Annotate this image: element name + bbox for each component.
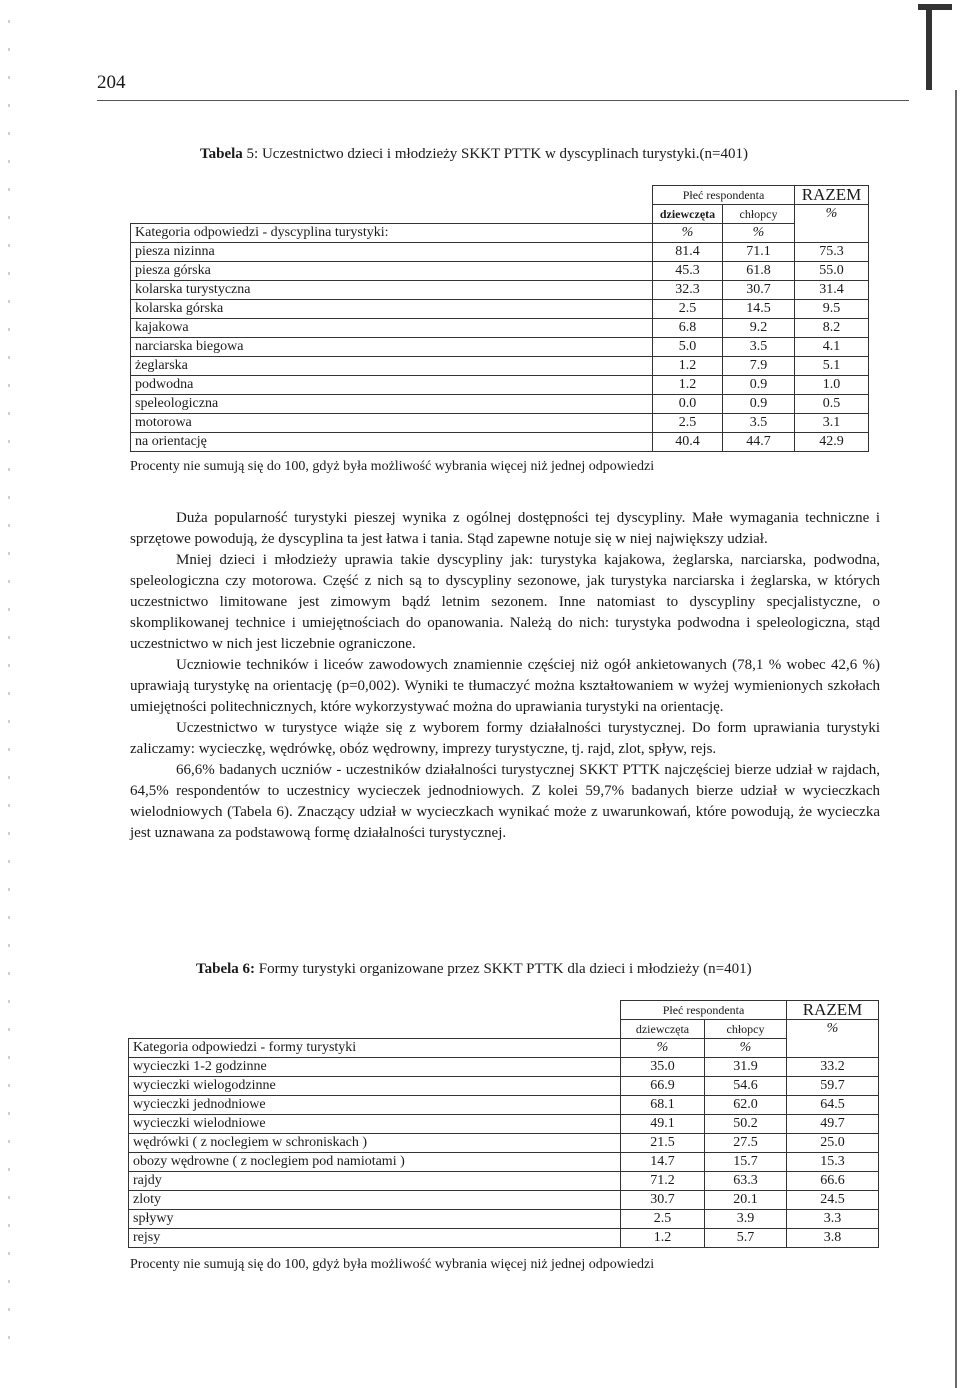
table6-header-total: RAZEM: [787, 1001, 879, 1020]
table5-caption: [200, 146, 748, 163]
table5-note: Procenty nie sumują się do 100, gdyż była możliwość wybrania więcej niż jednej odpowiedzi: [130, 459, 655, 474]
table6-caption-text: Formy turystyki organizowane przez SKKT PTTK dla dzieci i młodzieży (n=401): [258, 961, 752, 977]
cell-girls: 71.2: [621, 1172, 705, 1191]
table6-body: [129, 1058, 879, 1248]
cell-girls: 2.5: [621, 1210, 705, 1229]
cell-total: 24.5: [787, 1191, 879, 1210]
row-label: podwodna: [131, 376, 653, 395]
cell-boys: 30.7: [723, 281, 795, 300]
table-row: [131, 414, 869, 433]
table5-boys-pct: %: [723, 224, 795, 243]
table6: [128, 1000, 879, 1248]
row-label: spływy: [129, 1210, 621, 1229]
table-row: [131, 281, 869, 300]
scan-margin-dots: [8, 20, 10, 1360]
cell-total: 64.5: [787, 1096, 879, 1115]
cell-girls: 0.0: [653, 395, 723, 414]
cell-girls: 49.1: [621, 1115, 705, 1134]
cell-girls: 1.2: [653, 376, 723, 395]
table6-caption-label: Tabela: [196, 961, 239, 977]
table-row: [129, 1153, 879, 1172]
row-label: kolarska turystyczna: [131, 281, 653, 300]
cell-total: 49.7: [787, 1115, 879, 1134]
table6-note: Procenty nie sumują się do 100, gdyż była możliwość wybrania więcej niż jednej odpowiedzi: [130, 1257, 655, 1272]
cell-boys: 31.9: [705, 1058, 787, 1077]
cell-boys: 27.5: [705, 1134, 787, 1153]
table-row: [129, 1115, 879, 1134]
cell-total: 31.4: [795, 281, 869, 300]
table5-caption-num: 5:: [246, 146, 259, 162]
cell-boys: 54.6: [705, 1077, 787, 1096]
cell-total: 0.5: [795, 395, 869, 414]
cell-total: 33.2: [787, 1058, 879, 1077]
table-row: [131, 300, 869, 319]
cell-boys: 50.2: [705, 1115, 787, 1134]
table6-header-boys: chłopcy: [705, 1020, 787, 1039]
cell-girls: 45.3: [653, 262, 723, 281]
table-row: [131, 338, 869, 357]
cell-boys: 0.9: [723, 376, 795, 395]
cell-boys: 15.7: [705, 1153, 787, 1172]
table-row: [129, 1058, 879, 1077]
table-row: [131, 395, 869, 414]
cell-girls: 1.2: [621, 1229, 705, 1248]
cell-boys: 62.0: [705, 1096, 787, 1115]
cell-total: 9.5: [795, 300, 869, 319]
cell-girls: 40.4: [653, 433, 723, 452]
cell-total: 8.2: [795, 319, 869, 338]
header-rule: [97, 100, 909, 101]
row-label: speleologiczna: [131, 395, 653, 414]
table6-caption-num: 6:: [242, 961, 256, 977]
table5-caption-text: Uczestnictwo dzieci i młodzieży SKKT PTTK w dyscyplinach turystyki.(n=401): [261, 146, 748, 162]
cell-girls: 32.3: [653, 281, 723, 300]
row-label: kolarska górska: [131, 300, 653, 319]
cell-girls: 21.5: [621, 1134, 705, 1153]
row-label: rajdy: [129, 1172, 621, 1191]
table5-header-girls: dziewczęta: [653, 205, 723, 224]
cell-girls: 66.9: [621, 1077, 705, 1096]
cell-total: 5.1: [795, 357, 869, 376]
cell-girls: 2.5: [653, 414, 723, 433]
cell-girls: 30.7: [621, 1191, 705, 1210]
paragraph-2: Mniej dzieci i młodzieży uprawia takie dyscypliny jak: turystyka kajakowa, żeglarska, narciarska, podwodna, speleologiczna czy motorowa. Część z nich są to dyscypliny sezonowe, jak turystyka narciarska i żeglarska, w których uczestnictwo limitowane jest zimowym bądź letnim sezonem. Inne natomiast to dyscypliny specjalistyczne, o skomplikowanej technice i umiejętnościach do opanowania. Należą do nich: turystyka podwodna i speleologiczna, stąd uczestnictwo w nich jest liczebnie ograniczone.: [130, 552, 880, 652]
cell-girls: 81.4: [653, 243, 723, 262]
table5-girls-pct: %: [653, 224, 723, 243]
cell-total: 3.1: [795, 414, 869, 433]
table5-header-total-pct: %: [795, 205, 869, 224]
page-number: 204: [97, 72, 126, 93]
cell-girls: 1.2: [653, 357, 723, 376]
table5-header-boys: chłopcy: [723, 205, 795, 224]
table-row: [129, 1096, 879, 1115]
table6-header-girls: dziewczęta: [621, 1020, 705, 1039]
row-label: wycieczki 1-2 godzinne: [129, 1058, 621, 1077]
cell-total: 3.8: [787, 1229, 879, 1248]
table5-header-total: RAZEM: [795, 186, 869, 205]
row-label: wędrówki ( z noclegiem w schroniskach ): [129, 1134, 621, 1153]
cell-total: 4.1: [795, 338, 869, 357]
cell-total: 1.0: [795, 376, 869, 395]
table-row: [131, 357, 869, 376]
cell-boys: 0.9: [723, 395, 795, 414]
cell-total: 42.9: [795, 433, 869, 452]
cell-girls: 6.8: [653, 319, 723, 338]
row-label: piesza nizinna: [131, 243, 653, 262]
cell-total: 66.6: [787, 1172, 879, 1191]
row-label: rejsy: [129, 1229, 621, 1248]
table5-body: [131, 243, 869, 452]
row-label: żeglarska: [131, 357, 653, 376]
paragraph-3: Uczniowie techników i liceów zawodowych znamiennie częściej niż ogół ankietowanych (78,1 % wobec 42,6 %) uprawiają turystykę na orientację (p=0,002). Wyniki te tłumaczyć można kształtowaniem w wyżej wymienionych szkołach umiejętności politechnicznych, które wykorzystywać można do uprawiania turystyki na orientację.: [130, 657, 880, 715]
cell-boys: 9.2: [723, 319, 795, 338]
table6-boys-pct: %: [705, 1039, 787, 1058]
table5-header-group: Płeć respondenta: [653, 186, 795, 205]
cell-total: 59.7: [787, 1077, 879, 1096]
table-row: [131, 319, 869, 338]
cell-boys: 71.1: [723, 243, 795, 262]
row-label: na orientację: [131, 433, 653, 452]
body-text: [130, 508, 880, 844]
cell-boys: 5.7: [705, 1229, 787, 1248]
scan-edge-line: [955, 90, 957, 1388]
row-label: zloty: [129, 1191, 621, 1210]
row-label: wycieczki jednodniowe: [129, 1096, 621, 1115]
cell-boys: 20.1: [705, 1191, 787, 1210]
table-row: [131, 243, 869, 262]
row-label: wycieczki wielogodzinne: [129, 1077, 621, 1096]
row-label: kajakowa: [131, 319, 653, 338]
cell-girls: 68.1: [621, 1096, 705, 1115]
cell-total: 3.3: [787, 1210, 879, 1229]
cell-boys: 7.9: [723, 357, 795, 376]
cell-total: 55.0: [795, 262, 869, 281]
paragraph-5: 66,6% badanych uczniów - uczestników działalności turystycznej SKKT PTTK najczęściej bierze udział w rajdach, 64,5% respondentów to uczestnicy wycieczek jednodniowych. Z kolei 59,7% badanych bierze udział w wycieczkach wielodniowych (Tabela 6). Znaczący udział w wycieczkach wynikać może z uwarunkowań, które powodują, że wycieczka jest uznawana za podstawową formę działalności turystycznej.: [130, 762, 880, 841]
row-label: narciarska biegowa: [131, 338, 653, 357]
cell-girls: 35.0: [621, 1058, 705, 1077]
scan-corner-mark: [918, 0, 952, 90]
cell-girls: 2.5: [653, 300, 723, 319]
table6-girls-pct: %: [621, 1039, 705, 1058]
cell-boys: 3.9: [705, 1210, 787, 1229]
table6-header-group: Płeć respondenta: [621, 1001, 787, 1020]
cell-boys: 3.5: [723, 338, 795, 357]
table-row: [129, 1191, 879, 1210]
table-row: [129, 1229, 879, 1248]
cell-boys: 44.7: [723, 433, 795, 452]
table-row: [129, 1134, 879, 1153]
cell-boys: 61.8: [723, 262, 795, 281]
cell-total: 75.3: [795, 243, 869, 262]
row-label: wycieczki wielodniowe: [129, 1115, 621, 1134]
table-row: [131, 262, 869, 281]
row-label: obozy wędrowne ( z noclegiem pod namiotami ): [129, 1153, 621, 1172]
table5-total-pct-spacer: [795, 224, 869, 243]
cell-girls: 5.0: [653, 338, 723, 357]
table-row: [131, 433, 869, 452]
paragraph-4: Uczestnictwo w turystyce wiąże się z wyborem formy działalności turystycznej. Do form uprawiania turystyki zaliczamy: wycieczkę, wędrówkę, obóz wędrowny, imprezy turystyczne, tj. rajd, zlot, spływ, rejs.: [130, 720, 880, 757]
table5-caption-label: Tabela: [200, 146, 243, 162]
cell-boys: 3.5: [723, 414, 795, 433]
table6-caption: [196, 961, 752, 978]
table-row: [129, 1077, 879, 1096]
table-row: [129, 1172, 879, 1191]
table5-category-header: Kategoria odpowiedzi - dyscyplina turystyki:: [131, 224, 653, 243]
table5: [130, 185, 869, 452]
table6-total-pct-spacer: [787, 1039, 879, 1058]
cell-boys: 14.5: [723, 300, 795, 319]
table6-header-total-pct: %: [787, 1020, 879, 1039]
cell-girls: 14.7: [621, 1153, 705, 1172]
table-row: [129, 1210, 879, 1229]
paragraph-1: Duża popularność turystyki pieszej wynika z ogólnej dostępności tej dyscypliny. Małe wymagania techniczne i sprzętowe powodują, że dyscyplina ta jest łatwa i tania. Stąd zapewne notuje się w niej największy udział.: [130, 510, 880, 547]
row-label: motorowa: [131, 414, 653, 433]
table-row: [131, 376, 869, 395]
row-label: piesza górska: [131, 262, 653, 281]
table6-category-header: Kategoria odpowiedzi - formy turystyki: [129, 1039, 621, 1058]
cell-boys: 63.3: [705, 1172, 787, 1191]
cell-total: 25.0: [787, 1134, 879, 1153]
cell-total: 15.3: [787, 1153, 879, 1172]
